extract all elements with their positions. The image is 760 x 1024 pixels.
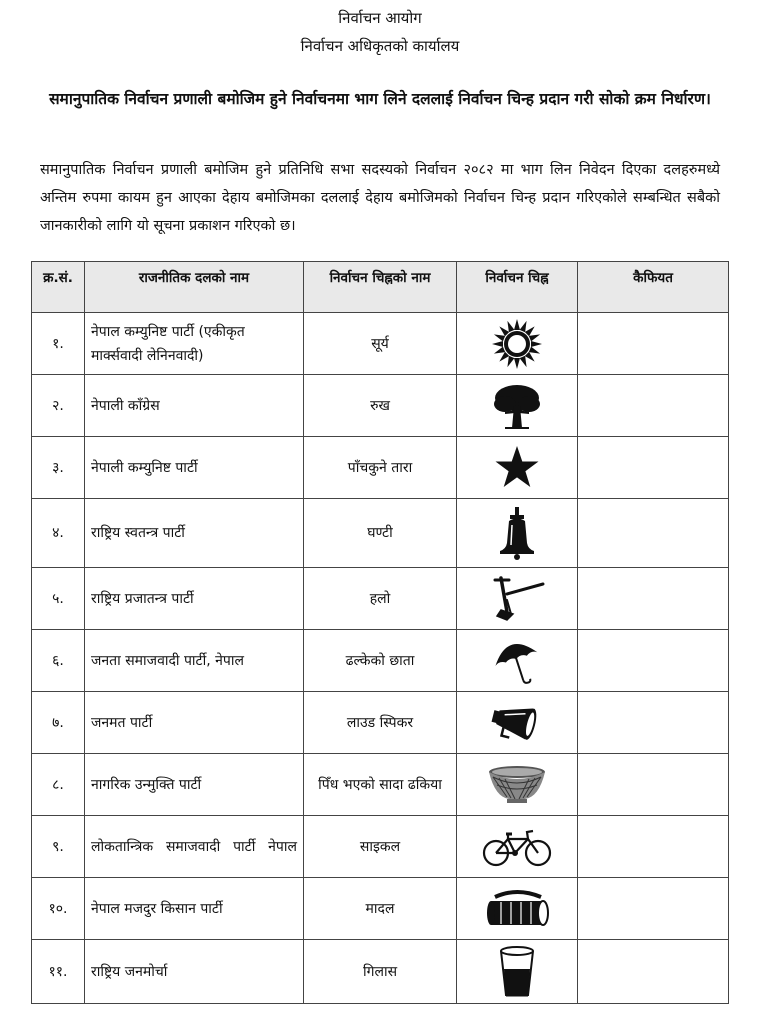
table-row: [32, 313, 729, 375]
row-party-name: नागरिक उन्मुक्ति पार्टी: [85, 754, 304, 816]
row-remarks: [578, 630, 729, 692]
table-row: [32, 940, 729, 1004]
table-row: [32, 816, 729, 878]
bicycle-icon: [481, 825, 553, 869]
row-remarks: [578, 568, 729, 630]
table-row: [32, 437, 729, 499]
row-sn: १.: [32, 313, 85, 375]
table-row: [32, 375, 729, 437]
row-symbol-name: हलो: [304, 568, 457, 630]
col-header-symbol-name: निर्वाचन चिह्नको नाम: [304, 262, 457, 313]
row-remarks: [578, 437, 729, 499]
row-party-name: जनमत पार्टी: [85, 692, 304, 754]
row-sn: १०.: [32, 878, 85, 940]
row-remarks: [578, 375, 729, 437]
row-symbol-name: सूर्य: [304, 313, 457, 375]
row-sn: ७.: [32, 692, 85, 754]
row-party-name: लोकतान्त्रिक समाजवादी पार्टी नेपाल: [91, 838, 297, 855]
row-symbol-name: पाँचकुने तारा: [304, 437, 457, 499]
row-remarks: [578, 313, 729, 375]
table-row: [32, 499, 729, 568]
plough-icon: [487, 574, 547, 624]
row-symbol-name: रुख: [304, 375, 457, 437]
row-remarks: [578, 940, 729, 1004]
notice-body: समानुपातिक निर्वाचन प्रणाली बमोजिम हुने प्रतिनिधि सभा सदस्यको निर्वाचन २०८२ मा भाग लिन निवेदन दिएका दलहरुमध्ये अन्तिम रुपमा कायम हुन आएका देहाय बमोजिमका दललाई देहाय बमोजिमको निर्वाचन चिन्ह प्रदान गरिएकोले सम्बन्धित सबैको जानकारीको लागि यो सूचना प्रकाशन गरिएको छ।: [40, 162, 720, 234]
row-sn: ९.: [32, 816, 85, 878]
sun-icon: [491, 318, 543, 370]
table-row: [32, 568, 729, 630]
glass-icon: [497, 945, 537, 999]
col-header-symbol: निर्वाचन चिह्न: [457, 262, 578, 313]
basket-icon: [485, 763, 549, 807]
row-sn: ३.: [32, 437, 85, 499]
row-party-name: नेपाली काँग्रेस: [85, 375, 304, 437]
table-row: [32, 692, 729, 754]
row-symbol-name: मादल: [304, 878, 457, 940]
table-header-row: [32, 262, 729, 313]
row-party-name: राष्ट्रिय स्वतन्त्र पार्टी: [85, 499, 304, 568]
row-sn: ११.: [32, 940, 85, 1004]
row-remarks: [578, 692, 729, 754]
row-sn: २.: [32, 375, 85, 437]
tree-icon: [491, 380, 543, 432]
row-symbol-name: ढल्केको छाता: [304, 630, 457, 692]
table-row: [32, 754, 729, 816]
table-row: [32, 878, 729, 940]
row-symbol-name: गिलास: [304, 940, 457, 1004]
row-remarks: [578, 878, 729, 940]
row-symbol-name: पिँध भएको सादा ढकिया: [304, 754, 457, 816]
row-party-name: नेपाल मजदुर किसान पार्टी: [85, 878, 304, 940]
notice-subject: समानुपातिक निर्वाचन प्रणाली बमोजिम हुने निर्वाचनमा भाग लिने दललाई निर्वाचन चिन्ह प्रदान गरी सोको क्रम निर्धारण।: [49, 90, 711, 108]
row-party-name: नेपाल कम्युनिष्ट पार्टी (एकीकृत मार्क्सवादी लेनिनवादी): [85, 313, 304, 375]
row-remarks: [578, 816, 729, 878]
loudspeaker-icon: [487, 701, 547, 745]
row-sn: ४.: [32, 499, 85, 568]
table-row: [32, 630, 729, 692]
row-symbol-name: लाउड स्पिकर: [304, 692, 457, 754]
col-header-party: राजनीतिक दलको नाम: [85, 262, 304, 313]
madal-drum-icon: [481, 885, 553, 933]
umbrella-icon: [492, 635, 542, 687]
row-sn: ५.: [32, 568, 85, 630]
office-title: निर्वाचन आयोग: [338, 9, 422, 27]
office-subtitle: निर्वाचन अधिकृतको कार्यालय: [300, 37, 460, 55]
row-party-name-cell: [85, 816, 304, 878]
col-header-remarks: कैफियत: [578, 262, 729, 313]
row-party-name: राष्ट्रिय प्रजातन्त्र पार्टी: [85, 568, 304, 630]
bell-icon: [497, 505, 537, 561]
row-remarks: [578, 499, 729, 568]
row-symbol-name: साइकल: [304, 816, 457, 878]
row-party-name: नेपाली कम्युनिष्ट पार्टी: [85, 437, 304, 499]
party-symbol-table: [31, 261, 729, 1004]
row-sn: ८.: [32, 754, 85, 816]
row-party-name: राष्ट्रिय जनमोर्चा: [85, 940, 304, 1004]
row-remarks: [578, 754, 729, 816]
col-header-sn: क्र.सं.: [32, 262, 85, 313]
star-icon: [491, 442, 543, 494]
row-party-name: जनता समाजवादी पार्टी, नेपाल: [85, 630, 304, 692]
row-sn: ६.: [32, 630, 85, 692]
row-symbol-name: घण्टी: [304, 499, 457, 568]
